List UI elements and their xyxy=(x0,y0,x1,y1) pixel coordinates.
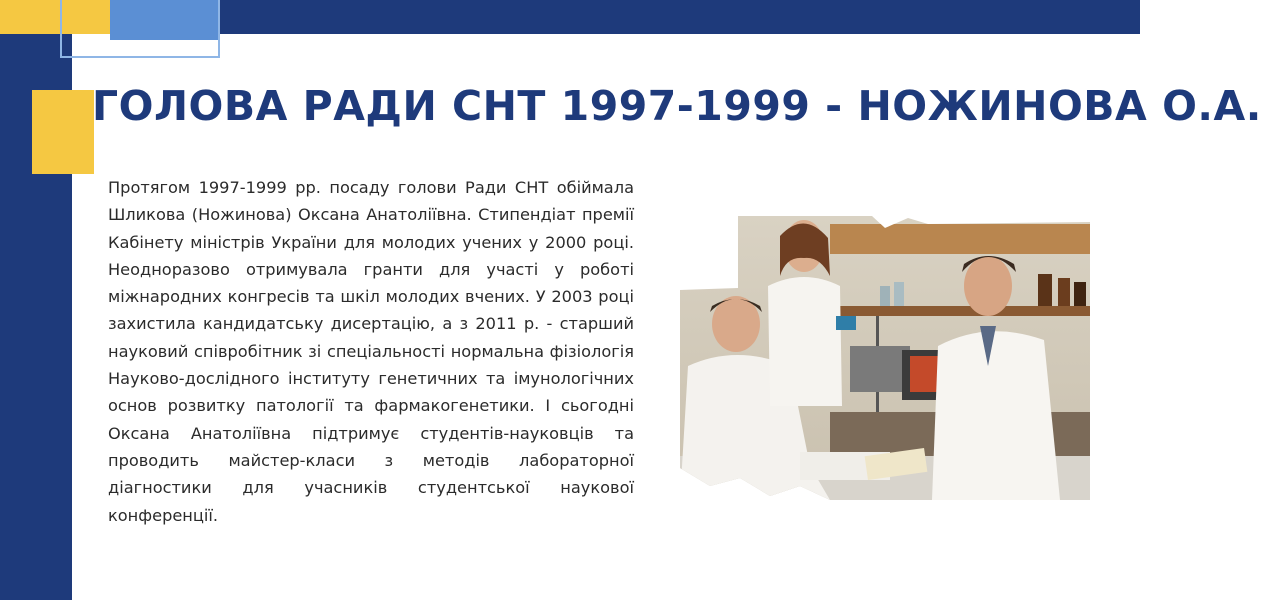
laboratory-photo xyxy=(680,216,1090,500)
yellow-accent-block xyxy=(32,90,94,174)
outline-decoration xyxy=(60,0,220,58)
slide-body-text: Протягом 1997-1999 рр. посаду голови Ради СНТ обіймала Шликова (Ножинова) Оксана Анатоліївна. Стипендіат премії Кабінету міністрів України для молодих учених у 2000 році. Неодноразово отримувала гранти для участі у роботі міжнародних конгресів та шкіл молодих вчених. У 2003 році захистила кандидатську дисертацію, а з 2011 р. - старший науковий співробітник зі спеціальності нормальна фізіологія Науково-дослідного інституту генетичних та імунологічних основ розвитку патології та фармакогенетики. І сьогодні Оксана Анатоліївна підтримує студентів-науковців та проводить майстер-класи з методів лабораторної діагностики для учасників студентської наукової конференції. xyxy=(108,178,634,525)
slide-title: ГОЛОВА РАДИ СНТ 1997-1999 - НОЖИНОВА О.А. xyxy=(92,82,1262,130)
